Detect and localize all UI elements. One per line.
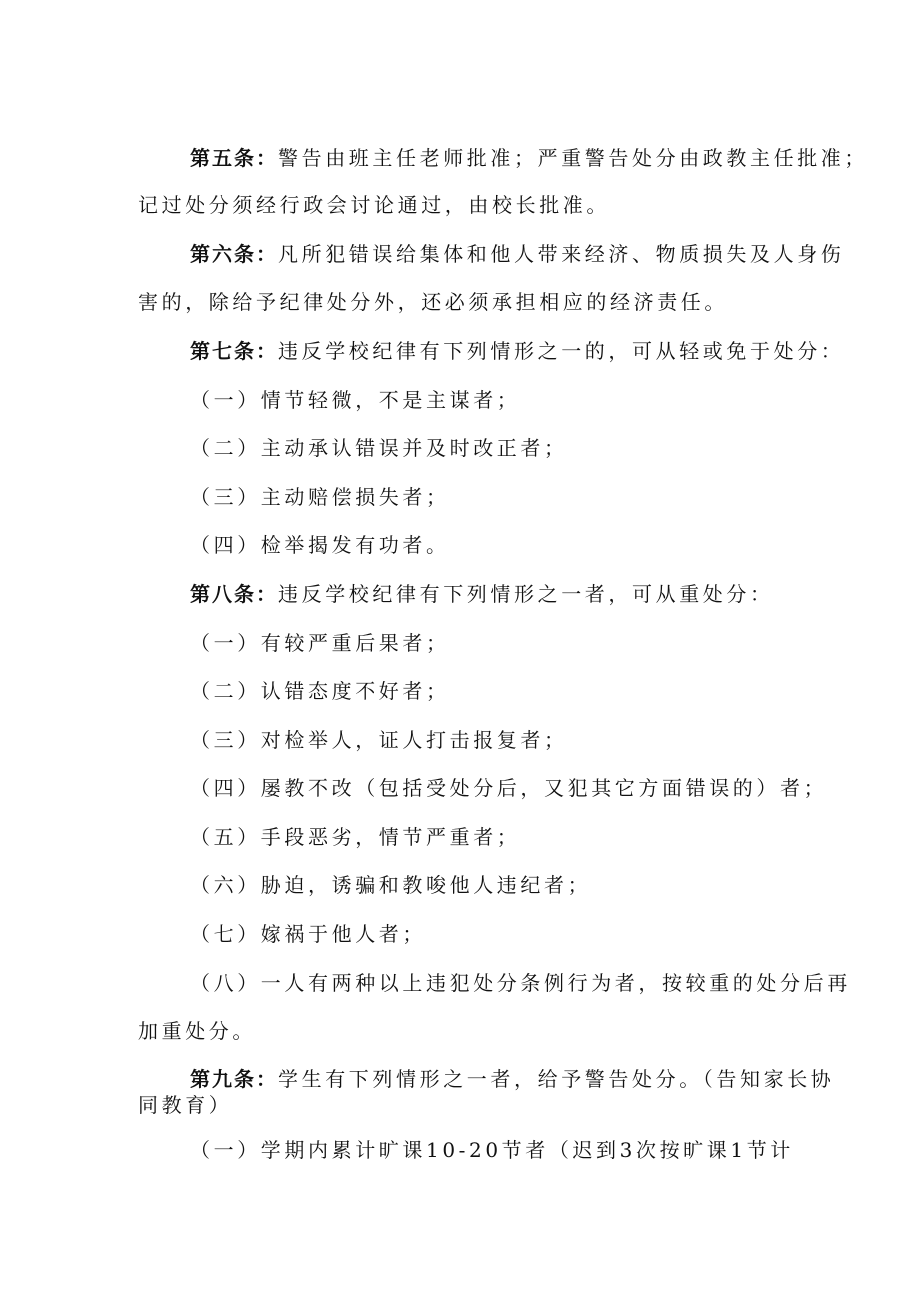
article-5-heading: 第五条： [190, 146, 278, 170]
article-8-item: （七）嫁祸于他人者； [190, 922, 426, 946]
article-8-item: （二）认错态度不好者； [190, 679, 450, 703]
article-9-line-1 [190, 1066, 834, 1092]
article-7-item: （三）主动赔偿损失者； [190, 485, 450, 509]
article-8-item: （四）屡教不改（包括受处分后，又犯其它方面错误的）者； [190, 776, 828, 800]
article-7-item: （一）情节轻微，不是主谋者； [190, 388, 521, 412]
article-9-text: 学生有下列情形之一者，给予警告处分。（告知家长协 [278, 1067, 835, 1091]
article-5-line-1 [190, 145, 868, 171]
article-5-line-2: 记过处分须经行政会讨论通过，由校长批准。 [138, 193, 610, 217]
article-5-text: 警告由班主任老师批准；严重警告处分由政教主任批准； [278, 146, 868, 170]
article-8-item: （三）对检举人，证人打击报复者； [190, 728, 568, 752]
article-7-item: （二）主动承认错误并及时改正者； [190, 436, 568, 460]
article-6-text: 凡所犯错误给集体和他人带来经济、物质损失及人身伤 [278, 242, 845, 266]
article-6-line-2: 害的，除给予纪律处分外，还必须承担相应的经济责任。 [138, 290, 728, 314]
article-8-item-continuation: 加重处分。 [138, 1019, 256, 1043]
article-7-item: （四）检举揭发有功者。 [190, 533, 450, 557]
article-7-text: 违反学校纪律有下列情形之一的，可从轻或免于处分： [278, 339, 845, 363]
article-8-item: （六）胁迫，诱骗和教唆他人违纪者； [190, 873, 592, 897]
article-8-item: （五）手段恶劣，情节严重者； [190, 825, 521, 849]
article-7-line-1 [190, 338, 844, 364]
article-8-text: 违反学校纪律有下列情形之一者，可从重处分： [278, 582, 774, 606]
article-8-item: （八）一人有两种以上违犯处分条例行为者，按较重的处分后再 [190, 971, 851, 995]
article-6-heading: 第六条： [190, 242, 278, 266]
article-7-heading: 第七条： [190, 339, 278, 363]
article-6-line-1 [190, 241, 844, 267]
article-9-heading: 第九条： [190, 1067, 278, 1091]
article-8-heading: 第八条： [190, 582, 278, 606]
article-9-line-2: 同教育） [138, 1093, 233, 1117]
article-8-line-1 [190, 581, 774, 607]
article-8-item: （一）有较严重后果者； [190, 631, 450, 655]
article-9-item: （一）学期内累计旷课10-20节者（迟到3次按旷课1节计 [190, 1138, 794, 1162]
